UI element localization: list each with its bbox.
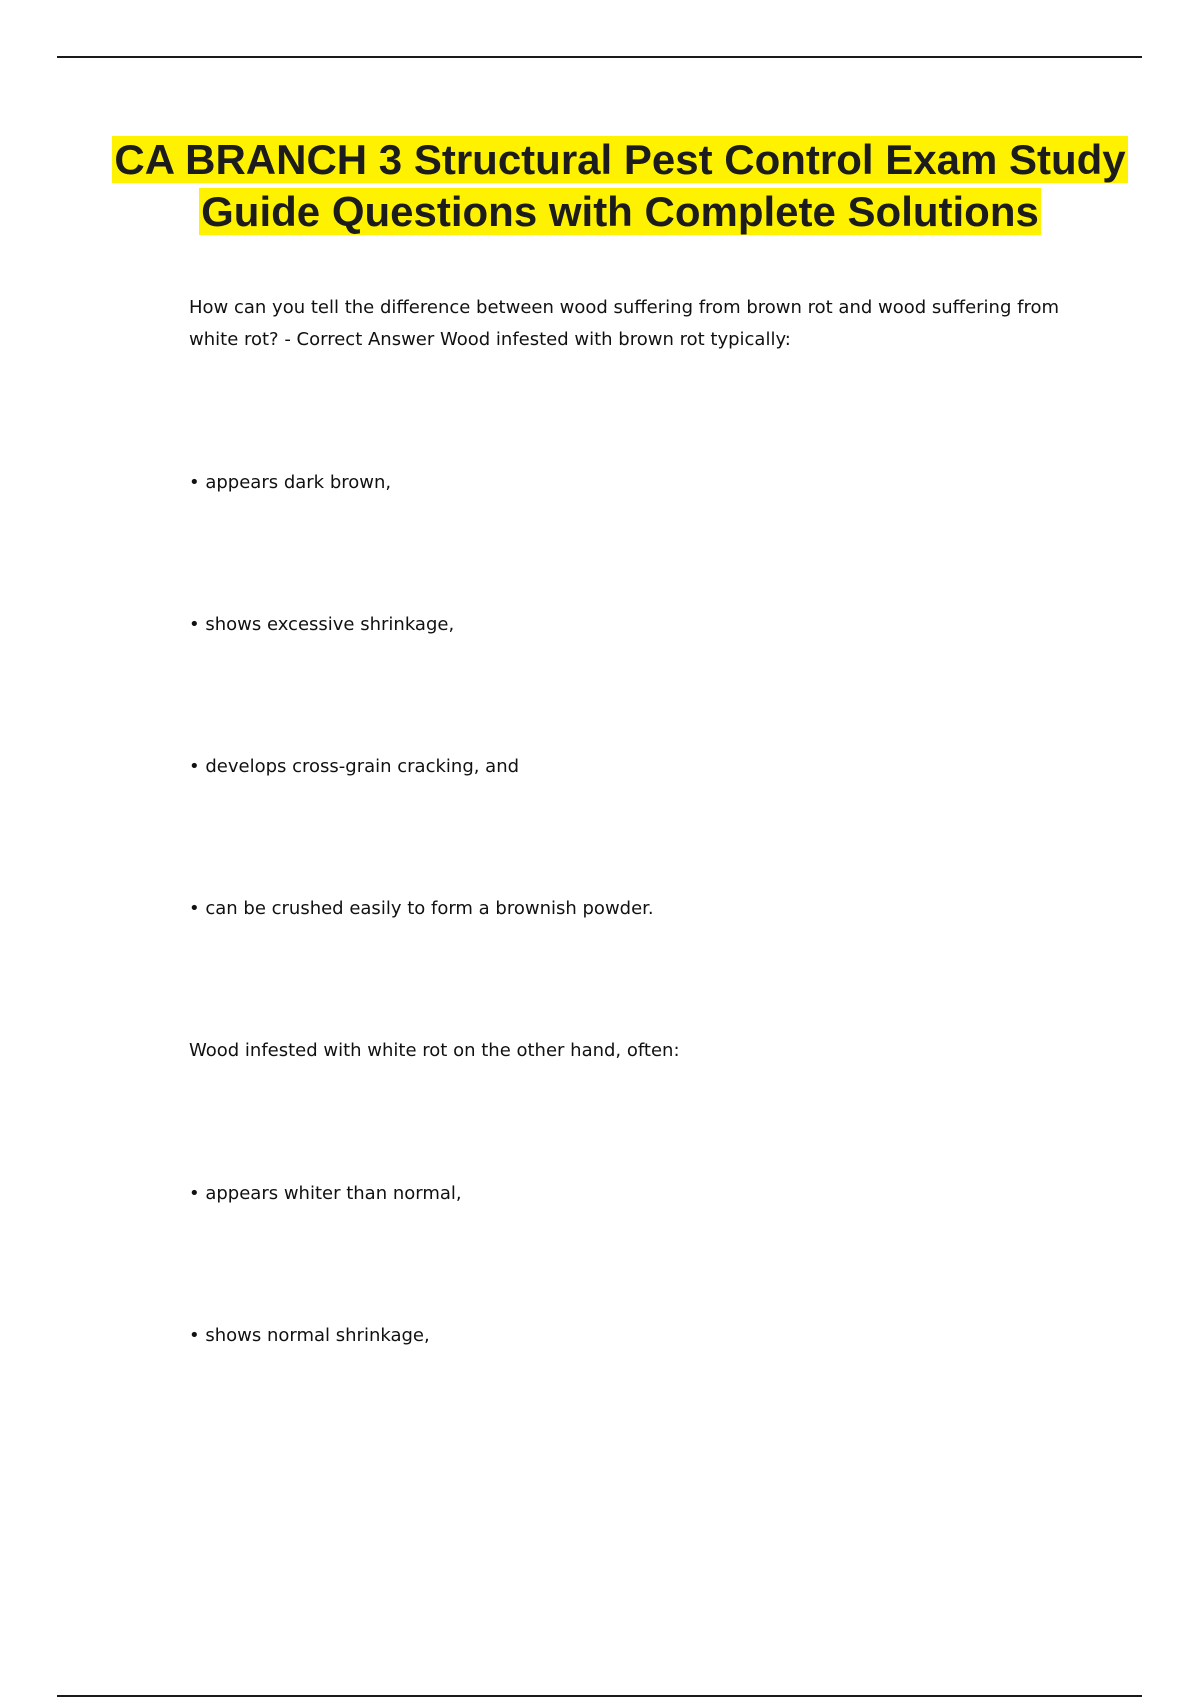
brown-rot-point: • shows excessive shrinkage, bbox=[189, 614, 455, 635]
white-rot-point: • shows normal shrinkage, bbox=[189, 1325, 430, 1346]
brown-rot-point: • can be crushed easily to form a brownish powder. bbox=[189, 898, 654, 919]
document-title bbox=[90, 134, 1150, 238]
bottom-rule bbox=[57, 1695, 1142, 1697]
brown-rot-point: • develops cross-grain cracking, and bbox=[189, 756, 520, 777]
question-text: How can you tell the difference between wood suffering from brown rot and wood suffering from white rot? - Correct Answer Wood infested with brown rot typically: bbox=[189, 297, 1060, 350]
top-rule bbox=[57, 56, 1142, 58]
brown-rot-point: • appears dark brown, bbox=[189, 472, 392, 493]
white-rot-intro: Wood infested with white rot on the other hand, often: bbox=[189, 1040, 680, 1061]
title-highlight: CA BRANCH 3 Structural Pest Control Exam Study Guide Questions with Complete Solutions bbox=[114, 136, 1126, 235]
white-rot-point: • appears whiter than normal, bbox=[189, 1183, 462, 1204]
